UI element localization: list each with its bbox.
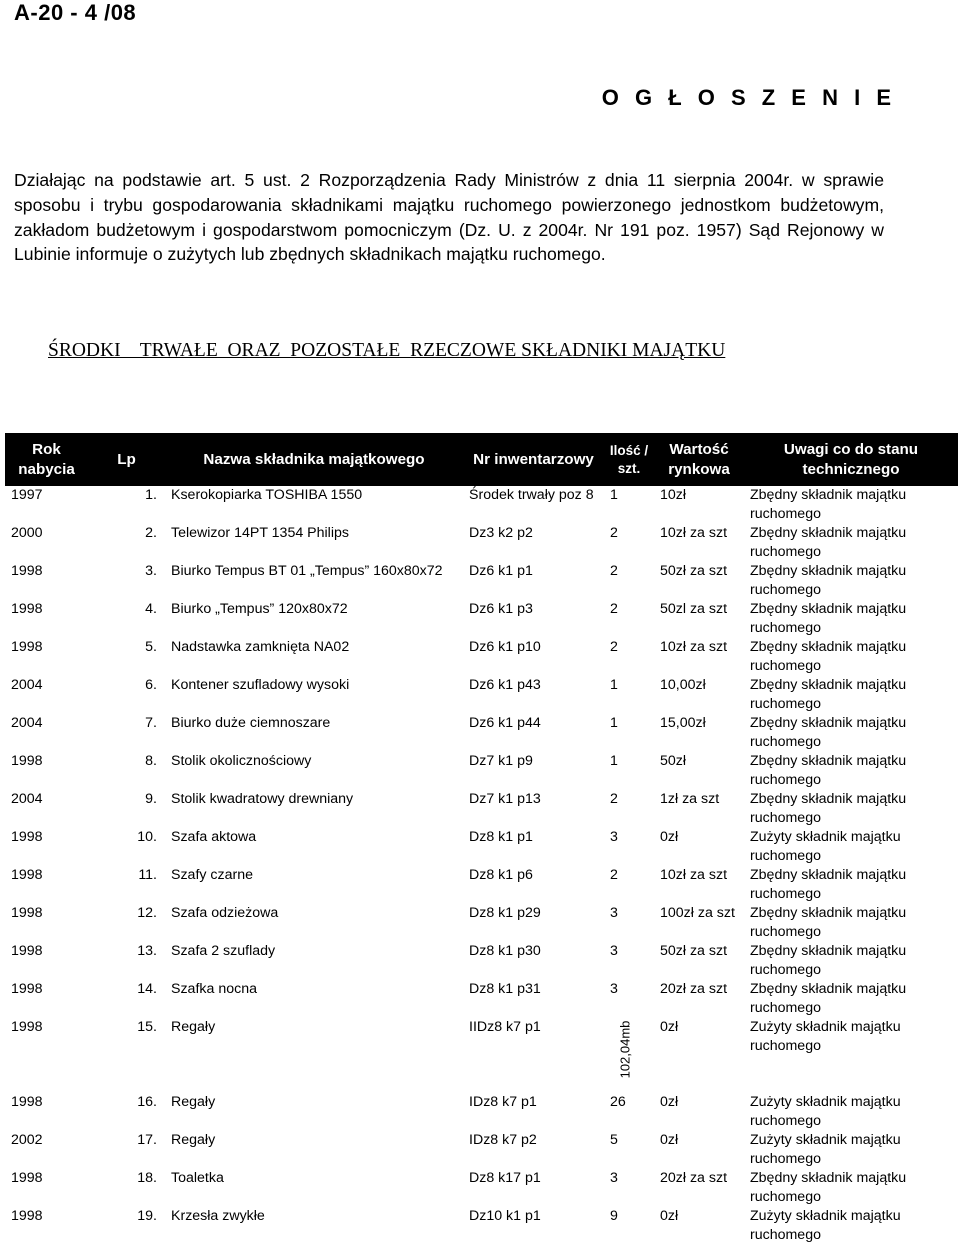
cell-lp: 1.	[145, 487, 157, 503]
cell-ilosc: 2	[610, 525, 618, 541]
cell-nazwa: Krzesła zwykłe	[171, 1208, 265, 1224]
cell-nr: Dz6 k1 p10	[469, 639, 541, 655]
cell-nr: Dz8 k1 p29	[469, 905, 541, 921]
cell-uwagi: Zbędny składnik majątku ruchomego	[750, 715, 907, 750]
cell-lp: 18.	[137, 1170, 157, 1186]
cell-lp: 17.	[137, 1132, 157, 1148]
cell-uwagi: Zużyty składnik majątku ruchomego	[750, 829, 901, 864]
table-row	[5, 676, 958, 714]
table-row	[5, 1093, 958, 1131]
cell-nazwa: Toaletka	[171, 1170, 224, 1186]
cell-uwagi: Zbędny składnik majątku ruchomego	[750, 791, 907, 826]
cell-rok: 1998	[11, 601, 43, 617]
cell-wartosc: 100zł za szt	[660, 905, 735, 921]
cell-wartosc: 15,00zł	[660, 715, 706, 731]
cell-wartosc: 50zł za szt	[660, 943, 728, 959]
cell-wartosc: 10zł za szt	[660, 639, 728, 655]
cell-uwagi: Zbędny składnik majątku ruchomego	[750, 905, 907, 940]
cell-nazwa: Szafa aktowa	[171, 829, 257, 845]
cell-uwagi: Zbędny składnik majątku ruchomego	[750, 1170, 907, 1205]
table-row	[5, 600, 958, 638]
cell-uwagi: Zużyty składnik majątku ruchomego	[750, 1208, 901, 1243]
cell-uwagi: Zużyty składnik majątku ruchomego	[750, 1132, 901, 1167]
cell-rok: 1998	[11, 639, 43, 655]
cell-rok: 1998	[11, 1019, 43, 1035]
header-wartosc: Wartość rynkowa	[654, 433, 744, 486]
cell-lp: 3.	[145, 563, 157, 579]
cell-uwagi: Zbędny składnik majątku ruchomego	[750, 753, 907, 788]
section-heading: ŚRODKI TRWAŁE ORAZ POZOSTAŁE RZECZOWE SKŁADNIKI MAJĄTKU	[48, 340, 726, 361]
cell-nr: IDz8 k7 p1	[469, 1094, 537, 1110]
cell-rok: 2004	[11, 677, 43, 693]
cell-uwagi: Zbędny składnik majątku ruchomego	[750, 563, 907, 598]
cell-wartosc: 10zł za szt	[660, 525, 728, 541]
header-ilosc: Ilość / szt.	[604, 433, 654, 486]
cell-wartosc: 50zł za szt	[660, 563, 728, 579]
cell-nr: Dz6 k1 p1	[469, 563, 533, 579]
cell-lp: 12.	[137, 905, 157, 921]
cell-rok: 1998	[11, 829, 43, 845]
cell-nazwa: Szafa odzieżowa	[171, 905, 279, 921]
header-uwagi: Uwagi co do stanu technicznego	[744, 433, 958, 486]
cell-uwagi: Zużyty składnik majątku ruchomego	[750, 1094, 901, 1129]
table-header-row	[5, 433, 958, 486]
cell-rok: 1998	[11, 1170, 43, 1186]
table-row	[5, 904, 958, 942]
cell-nazwa: Stolik kwadratowy drewniany	[171, 791, 354, 807]
cell-wartosc: 0zł	[660, 1094, 679, 1110]
cell-wartosc: 0zł	[660, 829, 679, 845]
table-row	[5, 1131, 958, 1169]
cell-lp: 13.	[137, 943, 157, 959]
cell-rok: 2002	[11, 1132, 43, 1148]
cell-nazwa: Nadstawka zamknięta NA02	[171, 639, 350, 655]
cell-ilosc: 3	[610, 905, 618, 921]
cell-nazwa: Szafa 2 szuflady	[171, 943, 276, 959]
cell-ilosc: 26	[610, 1094, 626, 1110]
cell-rok: 1998	[11, 1208, 43, 1224]
header-nazwa: Nazwa składnika majątkowego	[165, 433, 463, 486]
table-row	[5, 486, 958, 524]
cell-uwagi: Zbędny składnik majątku ruchomego	[750, 867, 907, 902]
cell-ilosc-vertical-text: 102,04mb	[617, 1020, 633, 1079]
table-row	[5, 866, 958, 904]
cell-nr: Dz3 k2 p2	[469, 525, 533, 541]
cell-ilosc: 1	[610, 487, 618, 503]
cell-rok: 1998	[11, 905, 43, 921]
cell-nazwa: Stolik okolicznościowy	[171, 753, 312, 769]
cell-rok: 1998	[11, 867, 43, 883]
table-row	[5, 980, 958, 1018]
cell-nazwa: Biurko „Tempus” 120x80x72	[171, 601, 348, 617]
cell-ilosc: 1	[610, 677, 618, 693]
cell-lp: 8.	[145, 753, 157, 769]
cell-nazwa: Regały	[171, 1019, 216, 1035]
cell-nr: Dz6 k1 p43	[469, 677, 541, 693]
cell-wartosc: 10zł za szt	[660, 867, 728, 883]
cell-uwagi: Zbędny składnik majątku ruchomego	[750, 677, 907, 712]
cell-rok: 2004	[11, 715, 43, 731]
cell-uwagi: Zbędny składnik majątku ruchomego	[750, 943, 907, 978]
cell-wartosc: 20zł za szt	[660, 1170, 728, 1186]
cell-rok: 1998	[11, 1094, 43, 1110]
cell-rok: 1998	[11, 753, 43, 769]
cell-nazwa: Telewizor 14PT 1354 Philips	[171, 525, 349, 541]
cell-lp: 14.	[137, 981, 157, 997]
cell-wartosc: 10zł	[660, 487, 687, 503]
cell-lp: 15.	[137, 1019, 157, 1035]
cell-wartosc: 10,00zł	[660, 677, 706, 693]
cell-nr: Dz6 k1 p44	[469, 715, 541, 731]
cell-nazwa: Szafy czarne	[171, 867, 254, 883]
cell-nazwa: Biurko duże ciemnoszare	[171, 715, 331, 731]
cell-nr: Dz8 k1 p1	[469, 829, 533, 845]
table-row	[5, 1169, 958, 1207]
cell-nazwa: Biurko Tempus BT 01 „Tempus” 160x80x72	[171, 563, 443, 579]
cell-nr: IIDz8 k7 p1	[469, 1019, 541, 1035]
cell-lp: 7.	[145, 715, 157, 731]
table-row	[5, 752, 958, 790]
cell-uwagi: Zbędny składnik majątku ruchomego	[750, 639, 907, 674]
cell-uwagi: Zbędny składnik majątku ruchomego	[750, 487, 907, 522]
cell-wartosc: 1zł za szt	[660, 791, 720, 807]
cell-lp: 2.	[145, 525, 157, 541]
cell-uwagi: Zbędny składnik majątku ruchomego	[750, 981, 907, 1016]
cell-wartosc: 20zł za szt	[660, 981, 728, 997]
announcement-title: O G Ł O S Z E N I E	[601, 85, 896, 110]
table-row	[5, 790, 958, 828]
cell-nr: Dz8 k1 p30	[469, 943, 541, 959]
cell-ilosc: 2	[610, 639, 618, 655]
cell-ilosc: 3	[610, 1170, 618, 1186]
cell-ilosc: 1	[610, 715, 618, 731]
cell-lp: 11.	[138, 867, 157, 883]
table-row	[5, 562, 958, 600]
cell-nr: Dz8 k17 p1	[469, 1170, 541, 1186]
cell-wartosc: 50zł	[660, 753, 687, 769]
cell-uwagi: Zbędny składnik majątku ruchomego	[750, 601, 907, 636]
cell-nazwa: Regały	[171, 1132, 216, 1148]
cell-rok: 1998	[11, 981, 43, 997]
table-row	[5, 1018, 958, 1093]
cell-ilosc	[604, 1018, 654, 1093]
cell-ilosc: 3	[610, 829, 618, 845]
cell-nr: Dz10 k1 p1	[469, 1208, 541, 1224]
cell-wartosc: 0zł	[660, 1132, 679, 1148]
table-row	[5, 828, 958, 866]
cell-nazwa: Kontener szufladowy wysoki	[171, 677, 350, 693]
cell-ilosc: 1	[610, 753, 618, 769]
cell-nr: Dz8 k1 p6	[469, 867, 533, 883]
table-body	[5, 486, 958, 1245]
cell-uwagi: Zbędny składnik majątku ruchomego	[750, 525, 907, 560]
cell-nazwa: Regały	[171, 1094, 216, 1110]
cell-lp: 10.	[137, 829, 157, 845]
cell-wartosc: 0zł	[660, 1019, 679, 1035]
cell-ilosc: 2	[610, 601, 618, 617]
assets-table	[5, 433, 958, 1245]
cell-ilosc: 9	[610, 1208, 618, 1224]
cell-nr: IDz8 k7 p2	[469, 1132, 537, 1148]
cell-ilosc: 2	[610, 867, 618, 883]
header-rok: Rok nabycia	[5, 433, 88, 486]
intro-paragraph: Działając na podstawie art. 5 ust. 2 Rozporządzenia Rady Ministrów z dnia 11 sierpnia 2004r. w sprawie sposobu i trybu gospodarowania składnikami majątku ruchomego powierzonego jednostkom budżetowym, zakładom budżetowym i gospodarstwom pomocniczym (Dz. U. z 2004r. Nr 191 poz. 1957) Sąd Rejonowy w Lubinie informuje o zużytych lub zbędnych składnikach majątku ruchomego.	[14, 170, 884, 265]
cell-lp: 6.	[145, 677, 157, 693]
cell-wartosc: 50zl za szt	[660, 601, 728, 617]
table-row	[5, 942, 958, 980]
table-row	[5, 524, 958, 562]
cell-ilosc: 3	[610, 943, 618, 959]
cell-rok: 2004	[11, 791, 43, 807]
header-nr: Nr inwentarzowy	[463, 433, 604, 486]
cell-nr: Środek trwały poz 8	[469, 487, 594, 503]
cell-lp: 9.	[145, 791, 157, 807]
cell-lp: 4.	[145, 601, 157, 617]
header-lp: Lp	[88, 433, 165, 486]
cell-nr: Dz8 k1 p31	[469, 981, 541, 997]
table-row	[5, 1207, 958, 1245]
cell-lp: 19.	[137, 1208, 157, 1224]
table-row	[5, 638, 958, 676]
cell-nazwa: Kserokopiarka TOSHIBA 1550	[171, 487, 363, 503]
cell-rok: 1997	[11, 487, 43, 503]
table-row	[5, 714, 958, 752]
cell-ilosc: 5	[610, 1132, 618, 1148]
cell-ilosc: 2	[610, 791, 618, 807]
cell-nr: Dz7 k1 p9	[469, 753, 533, 769]
cell-lp: 16.	[137, 1094, 157, 1110]
cell-ilosc: 2	[610, 563, 618, 579]
cell-rok: 1998	[11, 943, 43, 959]
document-reference: A-20 - 4 /08	[14, 0, 137, 25]
cell-ilosc: 3	[610, 981, 618, 997]
cell-nr: Dz6 k1 p3	[469, 601, 533, 617]
cell-uwagi: Zużyty składnik majątku ruchomego	[750, 1019, 901, 1054]
cell-lp: 5.	[145, 639, 157, 655]
cell-wartosc: 0zł	[660, 1208, 679, 1224]
cell-nr: Dz7 k1 p13	[469, 791, 541, 807]
cell-rok: 1998	[11, 563, 43, 579]
cell-rok: 2000	[11, 525, 43, 541]
cell-nazwa: Szafka nocna	[171, 981, 257, 997]
